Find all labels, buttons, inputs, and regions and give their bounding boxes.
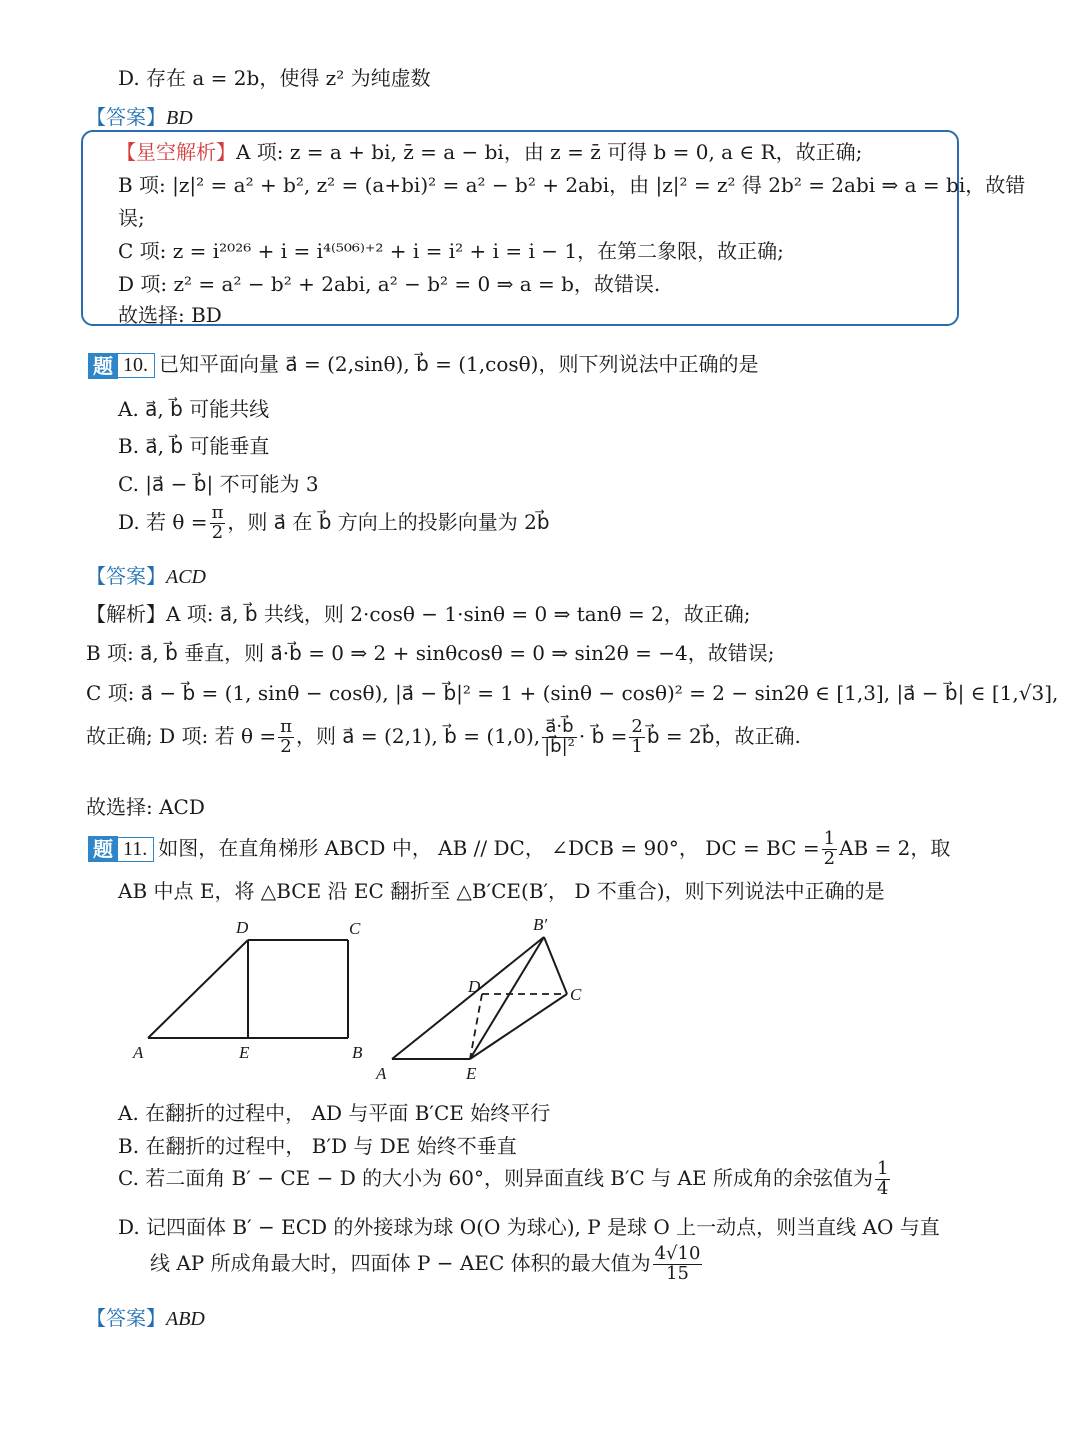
- figure-trapezoid: [128, 915, 378, 1065]
- analysis-text-mid: ，则 a⃗ = (2,1), b⃗ = (1,0),: [295, 723, 541, 748]
- answer-value: ABD: [166, 1308, 205, 1330]
- question-number: 10.: [116, 353, 155, 378]
- answer-tag: 【答案】: [86, 564, 166, 588]
- answer-tag: 【答案】: [86, 1306, 166, 1330]
- q11-option-b: B. 在翻折的过程中， B′D 与 DE 始终不垂直: [118, 1134, 517, 1158]
- q11-stem-2: AB 中点 E，将 △BCE 沿 EC 翻折至 △B′CE(B′， D 不重合)，则下列说法中正确的是: [118, 879, 885, 903]
- label-e: E: [466, 1064, 477, 1083]
- label-e: E: [239, 1043, 250, 1062]
- fraction-pi-2: [278, 718, 294, 757]
- label-c: C: [349, 919, 361, 938]
- analysis-text-pre: 故正确; D 项: 若 θ =: [86, 723, 277, 748]
- q11-answer: [86, 1302, 205, 1331]
- frac-denominator: 2: [823, 847, 836, 869]
- frac-denominator: 4: [876, 1177, 889, 1199]
- q11-stem-1: [88, 830, 950, 869]
- q11-stem-pre: 如图，在直角梯形 ABCD 中， AB // DC， ∠DCB = 90°， DC = BC =: [158, 835, 820, 860]
- label-c: C: [570, 985, 582, 1004]
- analysis-text-mid2: · b⃗ =: [578, 723, 628, 748]
- q9-option-d: D. 存在 a = 2b，使得 z² 为纯虚数: [118, 66, 431, 90]
- q11-option-d-line-1: D. 记四面体 B′ − ECD 的外接球为球 O(O 为球心), P 是球 O 上一动点，则当直线 AO 与直: [118, 1215, 940, 1239]
- label-bprime: B′: [533, 915, 548, 934]
- question-tag: 题: [88, 353, 118, 379]
- fraction-half: [822, 830, 837, 869]
- answer-tag: 【答案】: [86, 105, 166, 129]
- q10-option-a: A. a⃗, b⃗ 可能共线: [118, 397, 270, 421]
- frac-numerator: π: [280, 716, 292, 737]
- segment-bprime-c: [544, 937, 567, 994]
- analysis-line-5: D 项: z² = a² − b² + 2abi, a² − b² = 0 ⇒ a = b，故错误.: [118, 272, 661, 296]
- q10-analysis-5: 故选择: ACD: [86, 795, 205, 819]
- frac-numerator: 4√10: [654, 1243, 701, 1264]
- q10-option-c: C. |a⃗ − b⃗| 不可能为 3: [118, 472, 319, 496]
- label-d: D: [236, 918, 249, 937]
- q11-option-d-line-2: [150, 1245, 704, 1284]
- frac-denominator: 1: [631, 735, 643, 757]
- fraction-volume: [653, 1245, 703, 1284]
- segment-a-bprime: [392, 937, 544, 1059]
- fraction-2-1: [629, 718, 644, 757]
- fraction-projection: [542, 718, 577, 757]
- q11-option-a: A. 在翻折的过程中， AD 与平面 B′CE 始终平行: [118, 1101, 551, 1125]
- q10-option-d-pre: D. 若 θ =: [118, 509, 208, 534]
- q10-option-d-post: ，则 a⃗ 在 b⃗ 方向上的投影向量为 2b⃗: [227, 509, 550, 534]
- frac-numerator: 2: [631, 716, 643, 737]
- q10-option-b: B. a⃗, b⃗ 可能垂直: [118, 434, 270, 458]
- analysis-text-post: b⃗ = 2b⃗，故正确.: [646, 723, 801, 748]
- analysis-line-2: B 项: |z|² = a² + b², z² = (a+bi)² = a² − b² + 2abi，由 |z|² = z² 得 2b² = 2abi ⇒ a = bi，故错: [118, 173, 1026, 197]
- segment-e-c: [470, 994, 567, 1059]
- q10-analysis-4: [86, 718, 801, 757]
- fraction-quarter: [875, 1160, 890, 1199]
- analysis-text: A 项: a⃗, b⃗ 共线，则 2·cosθ − 1·sinθ = 0 ⇒ tanθ = 2，故正确;: [166, 602, 751, 626]
- q9-answer: [86, 101, 193, 130]
- analysis-tag: 【解析】: [86, 602, 166, 626]
- question-number: 11.: [116, 837, 154, 862]
- frac-denominator: 2: [211, 521, 224, 543]
- frac-denominator: |b⃗|²: [544, 735, 575, 757]
- frac-numerator: a⃗·b⃗: [542, 718, 577, 738]
- q11-option-c-text: C. 若二面角 B′ − CE − D 的大小为 60°，则异面直线 B′C 与 AE 所成角的余弦值为: [118, 1165, 873, 1190]
- q10-stem: [88, 348, 758, 379]
- analysis-line-6: 故选择: BD: [118, 303, 222, 327]
- label-b: B: [352, 1043, 363, 1062]
- analysis-line-1: [116, 136, 862, 165]
- frac-numerator: 1: [876, 1158, 889, 1179]
- frac-numerator: 1: [823, 828, 836, 849]
- frac-denominator: 2: [280, 735, 292, 757]
- analysis-tag: 【星空解析】: [116, 140, 236, 164]
- analysis-text-a: A 项: z = a + bi, z̄ = a − bi，由 z = z̄ 可得 b = 0, a ∈ R，故正确;: [236, 140, 863, 164]
- q10-option-d: [118, 504, 550, 543]
- label-a: A: [133, 1043, 144, 1062]
- answer-value: BD: [166, 107, 193, 129]
- q10-stem-text: 已知平面向量 a⃗ = (2,sinθ), b⃗ = (1,cosθ)，则下列说法中正确的是: [159, 352, 759, 376]
- q10-answer: [86, 560, 206, 589]
- frac-denominator: 15: [666, 1262, 689, 1284]
- frac-numerator: π: [211, 502, 224, 523]
- answer-value: ACD: [166, 566, 206, 588]
- q11-option-d-text: 线 AP 所成角最大时，四面体 P − AEC 体积的最大值为: [150, 1250, 651, 1275]
- analysis-line-3: 误;: [118, 206, 145, 230]
- q10-option-d-fraction: [210, 504, 226, 543]
- analysis-line-4: C 项: z = i²⁰²⁶ + i = i⁴⁽⁵⁰⁶⁾⁺² + i = i² + i = i − 1，在第二象限，故正确;: [118, 239, 784, 263]
- q11-stem-post: AB = 2，取: [839, 835, 951, 860]
- q10-analysis-2: B 项: a⃗, b⃗ 垂直，则 a⃗·b⃗ = 0 ⇒ 2 + sinθcosθ = 0 ⇒ sin2θ = −4，故错误;: [86, 641, 775, 665]
- question-tag: 题: [88, 836, 118, 862]
- q10-analysis-3: C 项: a⃗ − b⃗ = (1, sinθ − cosθ), |a⃗ − b⃗|² = 1 + (sinθ − cosθ)² = 2 − sin2θ ∈ [1,3], |a⃗ − b⃗| ∈ [1,√3],: [86, 681, 1059, 705]
- label-a: A: [376, 1064, 387, 1083]
- label-d: D: [468, 977, 481, 996]
- q11-option-c: [118, 1160, 892, 1199]
- figure-folded: [370, 912, 600, 1087]
- segment-ad: [148, 940, 248, 1038]
- q10-analysis-1: [86, 598, 751, 627]
